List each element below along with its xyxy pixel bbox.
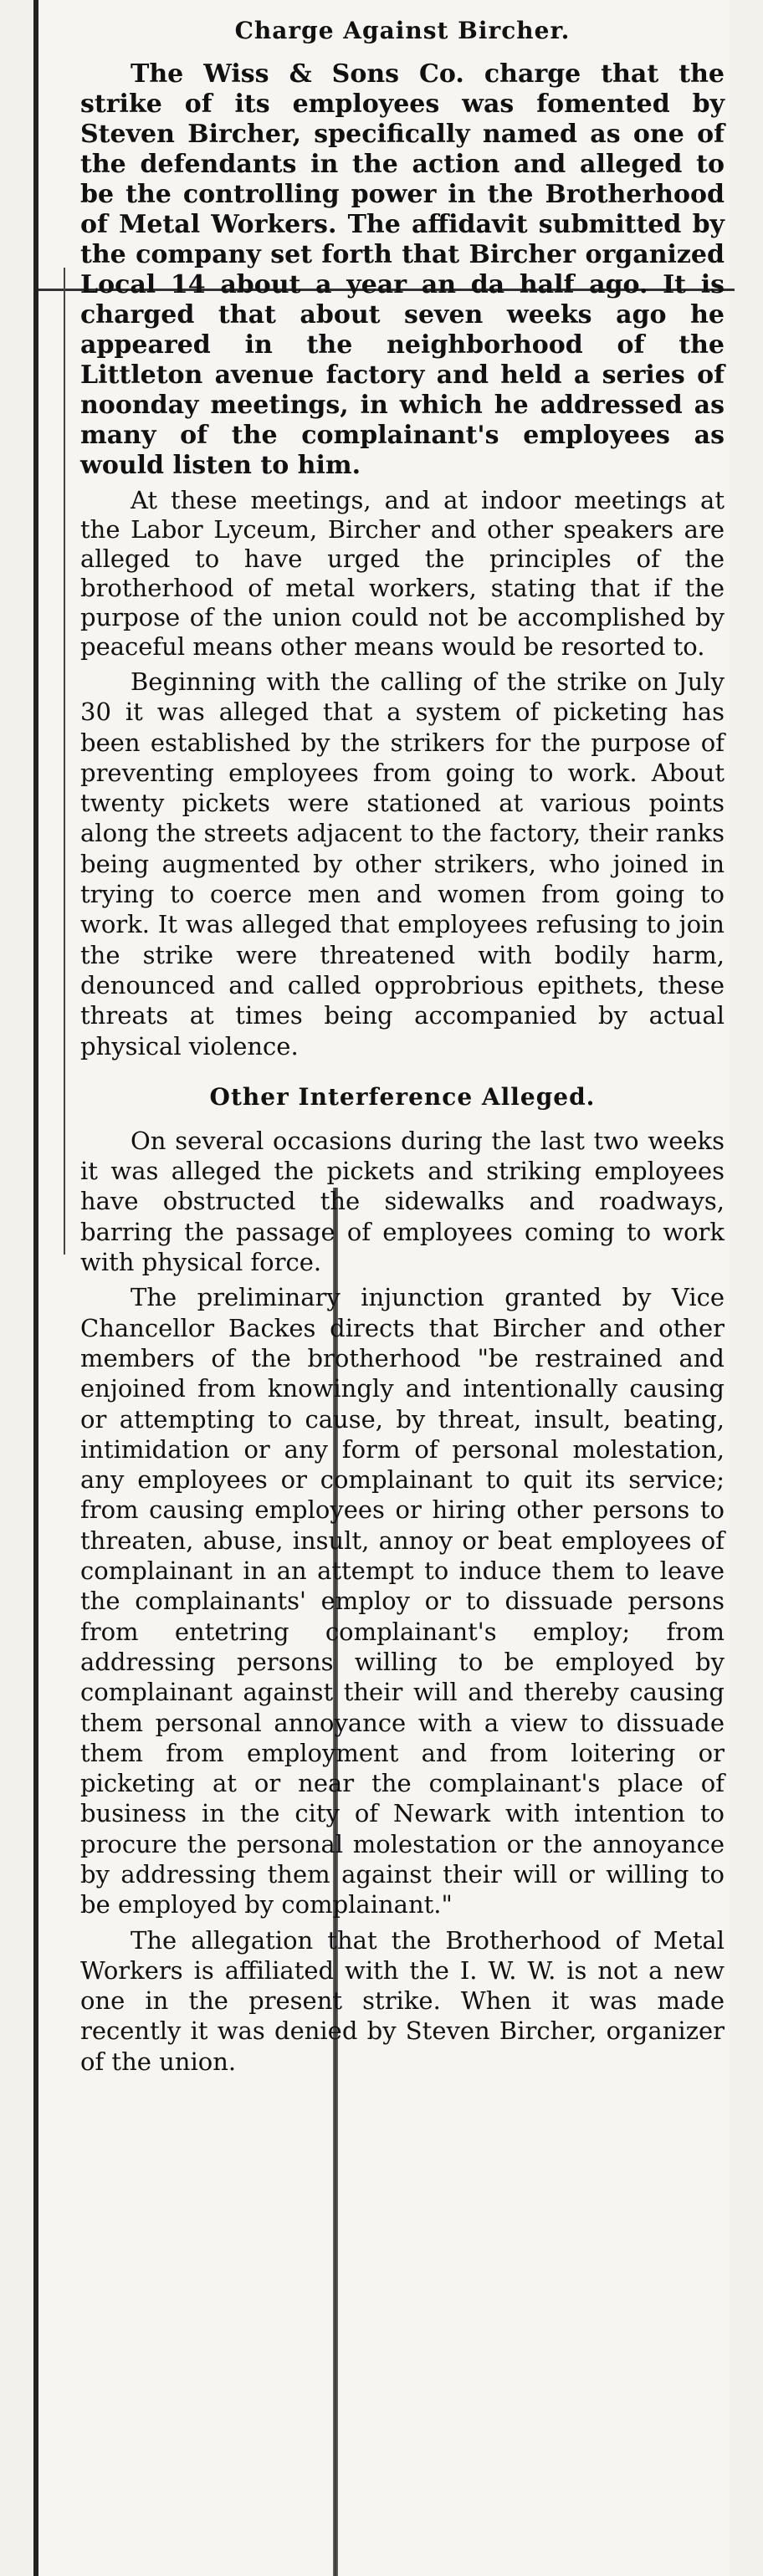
article-heading: Charge Against Bircher. [234,17,571,44]
article-paragraph: The preliminary injunction granted by Vice Chancellor Backes directs that Bircher and other members of the brotherhood "be restrained and enjoined from knowingly and intentionally causing or attempting to cause, by threat, insult, beating, intimidation or any form of personal molestation, any employees or complainant to quit its service; from causing employees or hiring other persons to threaten, abuse, insult, annoy or beat employees of complainant in an attempt to induce them to leave the complainants' employ or to dissuade persons from entetring complainant's employ; from addressing persons willing to be employed by complainant against their will and thereby causing them personal annoyance with a view to dissuade them from employment and from loitering or picketing at or near the complainant's place of business in the city of Newark with intention to procure the personal molestation or the annoyance by addressing them against their will or willing to be employed by complainant." [80,1283,725,1919]
article-paragraph: The Wiss & Sons Co. charge that the strike of its employees was fomented by Steven Bircher, specifically named as one of the defendants in the action and alleged to be the controlling power in the Brotherhood of Metal Workers. The affidavit submitted by the company set forth that Bircher organized Local 14 about a year an da half ago. It is charged that about seven weeks ago he appeared in the neighborhood of the Littleton avenue factory and held a series of noonday meetings, in which he addressed as many of the complainant's employees as would listen to him. [80,59,725,480]
newspaper-clipping [33,0,730,2576]
article-paragraph: At these meetings, and at indoor meetings at the Labor Lyceum, Bircher and other speakers are alleged to have urged the principles of the brotherhood of metal workers, stating that if the purpose of the union could not be accomplished by peaceful means other means would be resorted to. [80,486,725,661]
article-paragraph: Beginning with the calling of the strike on July 30 it was alleged that a system of picketing has been established by the strikers for the purpose of preventing employees from going to work. About twenty pickets were stationed at various points along the streets adjacent to the factory, their ranks being augmented by other strikers, who joined in trying to coerce men and women from going to work. It was alleged that employees refusing to join the strike were threatened with bodily harm, denounced and called opprobrious epithets, these threats at times being accompanied by actual physical violence. [80,667,725,1061]
article-paragraph: On several occasions during the last two weeks it was alleged the pickets and striking employees have obstructed the sidewalks and roadways, barring the passage of employees coming to work with physical force. [80,1126,725,1277]
article-paragraph: The allegation that the Brotherhood of Metal Workers is affiliated with the I. W. W. is not a new one in the present strike. When it was made recently it was denied by Steven Bircher, organizer of the union. [80,1925,725,2076]
article-subheading: Other Interference Alleged. [209,1082,596,1111]
paper-edge-line [64,268,65,1255]
article-column [80,8,725,2082]
